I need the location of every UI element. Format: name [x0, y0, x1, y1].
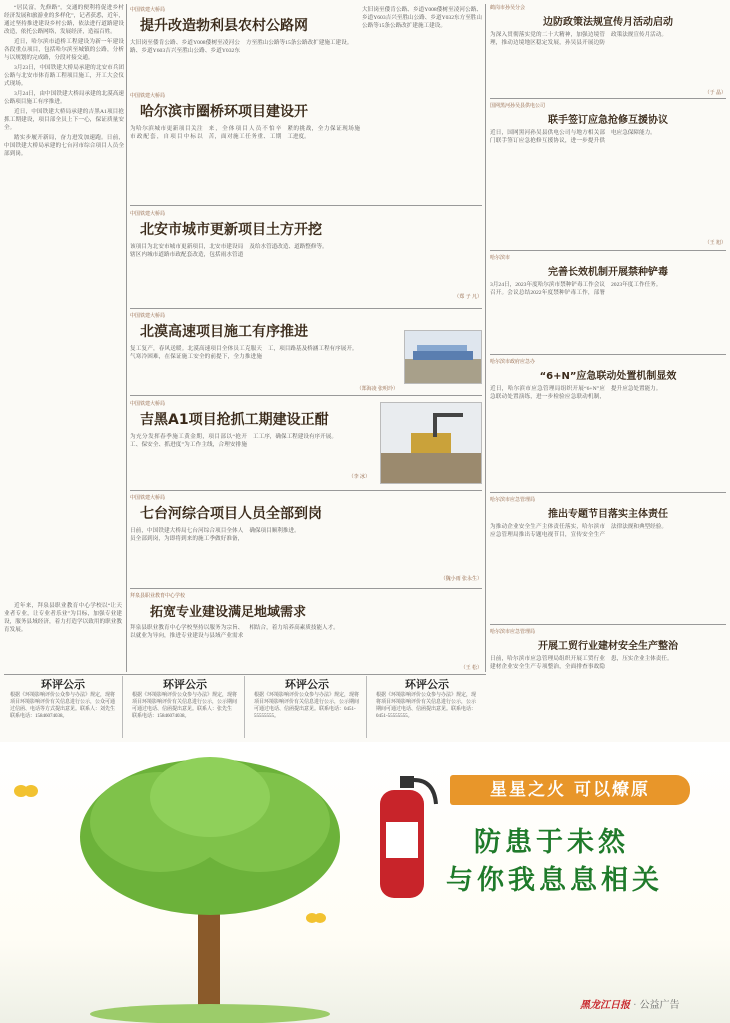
article-body: 近日，哈尔滨市应急管理局组织开展“6+N”应急联动处置演练，进一步检验应急联动机制，提升应急处置能力。 — [490, 386, 662, 400]
article-divider — [490, 624, 726, 625]
article-body: 近日，国网黑河孙吴县供电公司与地方相关部门联手签订应急抢修互援协议，进一步提升供电应急保障能力。 — [490, 130, 656, 144]
article-headline: 开展工贸行业建材安全生产整治 — [538, 641, 678, 652]
article-body: 日前，中国铁建大桥局七台河综合项目全体人员全部到岗，为即将到来的施工季做好准备，确保项目顺利推进。 — [130, 528, 300, 542]
article — [490, 496, 726, 622]
notice-title: 环评公示 — [405, 678, 449, 691]
tree-illustration — [50, 742, 370, 1023]
article-source: 中国铁建大桥局 — [130, 211, 166, 217]
notice-title: 环评公示 — [163, 678, 207, 691]
article-source: 国网黑河孙吴县供电公司 — [490, 103, 546, 109]
left-paragraph: 近日，哈尔滨市道桥工程建设为新一年建设各段重点项目，包括哈尔滨至城镇的公路，分析与以规划的完成路，分段对接交通。 — [4, 39, 124, 61]
article-divider — [130, 490, 482, 491]
article-body: 为推动企业安全生产主体责任落实，哈尔滨市应急管理局推出专题电视节目，宣传安全生产法律法规和典型经验。 — [490, 524, 667, 538]
article-byline: （郑海凌 张明玲） — [356, 386, 398, 392]
article-source: 哈尔滨市应急管理局 — [490, 497, 536, 503]
article-body: 日前，哈尔滨市应急管理局组织开展工贸行业建材企业安全生产专项整治，全面排查事故隐患，压实企业主体责任。 — [490, 656, 673, 670]
article-body: 大旧岗至倭肯公路、乡道Y008倭树至凌河公路、乡道Y603吉兴至胜山公路、乡道Y032东方至胜山公路等15条公路改扩建施工建设。 — [130, 40, 353, 54]
article-byline: （王 松） — [460, 665, 482, 670]
article-byline: （于 晶） — [704, 90, 726, 96]
article-source: 拜泉县职业教育中心学校 — [130, 593, 186, 599]
slogan-banner: 星星之火 可以燎原 — [450, 775, 690, 805]
article-source: 鹤岗市孙吴分会 — [490, 5, 526, 11]
article-headline: “6+N”应急联动处置机制显效 — [539, 371, 677, 382]
article-source: 中国铁建大桥局 — [130, 401, 166, 407]
article-byline: （王 旭） — [704, 240, 726, 246]
notices-divider — [4, 674, 486, 675]
column-divider — [485, 4, 486, 672]
article-headline: 吉黑A1项目抢抓工期建设正酣 — [140, 412, 329, 428]
article-body: 为深入贯彻落实党的二十大精神，加强边境管理，推动边境地区稳定发展，孙吴县开展边防政策法规宣传月活动。 — [490, 32, 667, 46]
article-headline: 边防政策法规宣传月活动启动 — [543, 17, 673, 28]
article-headline: 北安市城市更新项目土方开挖 — [140, 222, 322, 238]
article — [130, 210, 482, 306]
article-divider — [490, 354, 726, 355]
article-headline: 联手签订应急抢修互援协议 — [548, 115, 668, 126]
article-divider — [490, 492, 726, 493]
notice-title: 环评公示 — [285, 678, 329, 691]
article-body: 该项目为北安市城市更新项目，北安市建设局辖区内城市道路市政配套改造，包括雨水管道及给水管道改造、道路整修等。 — [130, 244, 328, 258]
article — [490, 102, 726, 248]
article — [490, 254, 726, 352]
article — [490, 358, 726, 490]
notice — [370, 676, 484, 738]
article — [130, 400, 370, 486]
article-byline: （李 冰） — [348, 474, 370, 480]
left-paragraph: 3月24日，由中国铁建大桥局承建的北漠高速公路项目施工有序推进。 — [4, 91, 124, 105]
article-headline: 七台河综合项目人员全部到岗 — [140, 506, 322, 522]
article-body: 3月24日，2023年度哈尔滨市禁种铲毒工作会议召开。会议总结2022年度禁种铲毒工作，部署2023年度工作任务。 — [490, 282, 662, 296]
ad-label: 公益广告 — [639, 1000, 680, 1011]
notice-title: 环评公示 — [41, 678, 85, 691]
article-source: 中国铁建大桥局 — [130, 7, 166, 13]
article-body: 为哈尔滨城市更新项目关注市政配套，自项目中标以来，全体项目人员不怕辛苦，面对施工任务重、工期紧的挑战，全力保证现场施工进度。 — [130, 126, 360, 140]
article — [490, 4, 726, 96]
fire-extinguisher-icon — [370, 772, 440, 902]
notice-body: 根据《环境影响评价公众参与办法》规定，现将项目环境影响评价有关信息进行公示，公示期间可通过电话、信函提出意见。联系电话：0451-55555555。 — [254, 693, 360, 719]
article — [490, 628, 726, 724]
left-column — [4, 4, 124, 599]
notice-body: 根据《环境影响评价公众参与办法》规定，现将项目环境影响评价有关信息进行公示，公示期间可通过电话、信函提出意见。联系电话：0451-55555555。 — [376, 693, 477, 719]
article-byline: （郑 子 凡） — [454, 294, 482, 300]
article-source: 中国铁建大桥局 — [130, 495, 166, 501]
butterfly-icon — [14, 782, 38, 800]
left-paragraph: “居民富，先修路”，交通的便利将促进乡村经济发展和旅游业的多样化”，记者获悉，近年，通过坚持推进建设乡村公路，依法进行道路建设改造，依托公路网络，发展经济，造福百姓。 — [4, 5, 124, 35]
article-divider — [130, 205, 482, 206]
article-headline: 拓宽专业建设满足地域需求 — [150, 605, 307, 620]
article-source: 哈尔滨市 — [490, 255, 511, 261]
article-divider — [130, 588, 482, 589]
article-body: 拜泉县职业教育中心学校坚持以服务为宗旨、以就业为导向，推进专业建设与县域产业需求相结合，着力培养高素质技能人才。 — [130, 625, 339, 639]
continued-text: 大旧岗至倭肯公路、乡道Y008倭树至凌河公路、乡道Y603吉兴至胜山公路、乡道Y032东方至胜山公路等15条公路改扩建施工建设。 — [362, 7, 482, 29]
article — [130, 6, 356, 90]
left-paragraph: 踏实步履开新局，奋力进发加速跑。日前，中国铁建大桥局承建的七台河市综合项目人员全部到岗。 — [4, 135, 124, 157]
article-headline: 哈尔滨市圈桥环项目建设开 — [140, 104, 308, 120]
article-source: 中国铁建大桥局 — [130, 313, 166, 319]
newspaper-logo: 黑龙江日报 — [580, 1000, 630, 1011]
left-paragraph: 近日，中国铁建大桥局承建的吉黑A1项目抢抓工期建设，项目部全员上下一心，保证质量安全。 — [4, 109, 124, 131]
article-body: 为充分发挥春季施工黄金期，项目部以“抢开工、保安全、抓进度”为工作主线，合理安排施工工序，确保工程建设有序开展。 — [130, 434, 337, 448]
article-byline: （魏小雨 张永生） — [440, 576, 482, 582]
article-divider — [130, 308, 482, 309]
article-source: 中国铁建大桥局 — [130, 93, 166, 99]
article-headline: 推出专题节目落实主体责任 — [548, 509, 668, 520]
article-body: 复工复产，春风送暖。北漠高速项目全体员工克服天气寒冷困难，在保证施工安全的前提下，全力推进施工，项目路基及桥涵工程有序展开。 — [130, 346, 358, 360]
slogan-line-2: 与你我息息相关 — [446, 865, 663, 896]
article-headline: 北漠高速项目施工有序推进 — [140, 324, 308, 340]
left-paragraph: 3月23日，中国铁建大桥局承建的北安市兵团公路与北安市体育路工程项目施工，开工大会仪式现场。 — [4, 65, 124, 87]
highway-photo — [404, 330, 482, 384]
article-source: 哈尔滨市应急管理局 — [490, 629, 536, 635]
notice-body: 根据《环境影响评价公众参与办法》规定，现将项目环境影响评价有关信息进行公示，公众可通过信函、电话等方式提出意见。联系人：刘先生 联系电话：15846074038。 — [10, 693, 116, 719]
article-divider — [490, 250, 726, 251]
article — [130, 592, 482, 670]
article — [130, 494, 482, 584]
notice — [4, 676, 123, 738]
notice — [248, 676, 367, 738]
footer-brand: 黑龙江日报 · 公益广告 — [580, 1000, 680, 1011]
slogan-line-1: 防患于未然 — [474, 827, 629, 858]
article — [130, 92, 482, 200]
column-divider — [126, 4, 127, 672]
article-divider — [130, 395, 482, 396]
butterfly-icon — [306, 910, 326, 926]
notice — [126, 676, 245, 738]
article-headline: 提升改造勃利县农村公路网 — [140, 18, 308, 34]
notice-body: 根据《环境影响评价公众参与办法》规定，现将项目环境影响评价有关信息进行公示，公示期间可通过电话、信函提出意见。联系人：张先生 联系电话：15846074038。 — [132, 693, 238, 719]
article-headline: 完善长效机制开展禁种铲毒 — [548, 267, 668, 278]
article-divider — [490, 98, 726, 99]
construction-photo — [380, 402, 482, 484]
article-source: 哈尔滨市政府应急办 — [490, 359, 536, 365]
left-bottom-text: 近年来，拜泉县职业教育中心学校以“让天业者专业，让专业者乐业”为目标，加强专业建设，服务县域经济，着力打造学以致用的职业教育发展。 — [4, 603, 122, 633]
